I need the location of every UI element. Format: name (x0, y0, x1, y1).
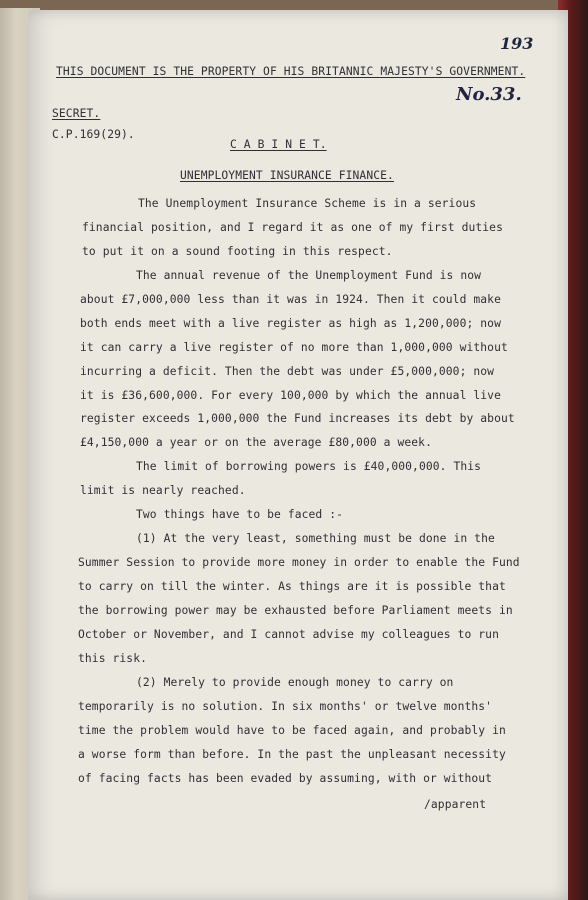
body-line: The limit of borrowing powers is £40,000,000. This (136, 460, 482, 473)
body-line: the borrowing power may be exhausted before Parliament meets in (78, 604, 513, 617)
property-notice: THIS DOCUMENT IS THE PROPERTY OF HIS BRITANNIC MAJESTY'S GOVERNMENT. (56, 65, 526, 78)
body-line: time the problem would have to be faced again, and probably in (78, 724, 506, 737)
body-line: this risk. (78, 652, 148, 665)
body-line: The Unemployment Insurance Scheme is in a serious (138, 197, 477, 210)
document-subheading: UNEMPLOYMENT INSURANCE FINANCE. (180, 169, 394, 182)
catchword: /apparent (424, 798, 487, 811)
body-line: temporarily is no solution. In six months' or twelve months' (78, 700, 493, 713)
classification-marking: SECRET. (52, 107, 101, 120)
body-line: it can carry a live register of no more than 1,000,000 without (80, 341, 508, 354)
body-line: £4,150,000 a year or on the average £80,000 a week. (80, 436, 432, 449)
body-line: incurring a deficit. Then the debt was under £5,000,000; now (80, 365, 495, 378)
body-line: to carry on till the winter. As things are it is possible that (78, 580, 506, 593)
body-line: financial position, and I regard it as one of my first duties (82, 221, 503, 234)
body-line: register exceeds 1,000,000 the Fund increases its debt by about (80, 412, 515, 425)
body-line: (2) Merely to provide enough money to carry on (136, 676, 454, 689)
body-line: The annual revenue of the Unemployment Fund is now (136, 269, 482, 282)
paper-reference: C.P.169(29). (52, 128, 135, 141)
handwritten-reference: No.33. (456, 84, 522, 105)
body-line: about £7,000,000 less than it was in 1924. Then it could make (80, 293, 501, 306)
body-line: both ends meet with a live register as high as 1,200,000; now (80, 317, 501, 330)
document-page (28, 10, 568, 900)
document-heading: C A B I N E T. (230, 138, 327, 151)
body-line: Two things have to be faced :- (136, 508, 344, 521)
body-line: Summer Session to provide more money in order to enable the Fund (78, 556, 520, 569)
body-line: of facing facts has been evaded by assuming, with or without (78, 772, 493, 785)
body-line: limit is nearly reached. (80, 484, 246, 497)
body-line: a worse form than before. In the past the unpleasant necessity (78, 748, 506, 761)
body-line: it is £36,600,000. For every 100,000 by which the annual live (80, 389, 501, 402)
folio-number: 193 (500, 34, 534, 53)
body-line: (1) At the very least, something must be done in the (136, 532, 495, 545)
body-line: to put it on a sound footing in this respect. (82, 245, 393, 258)
body-line: October or November, and I cannot advise my colleagues to run (78, 628, 499, 641)
